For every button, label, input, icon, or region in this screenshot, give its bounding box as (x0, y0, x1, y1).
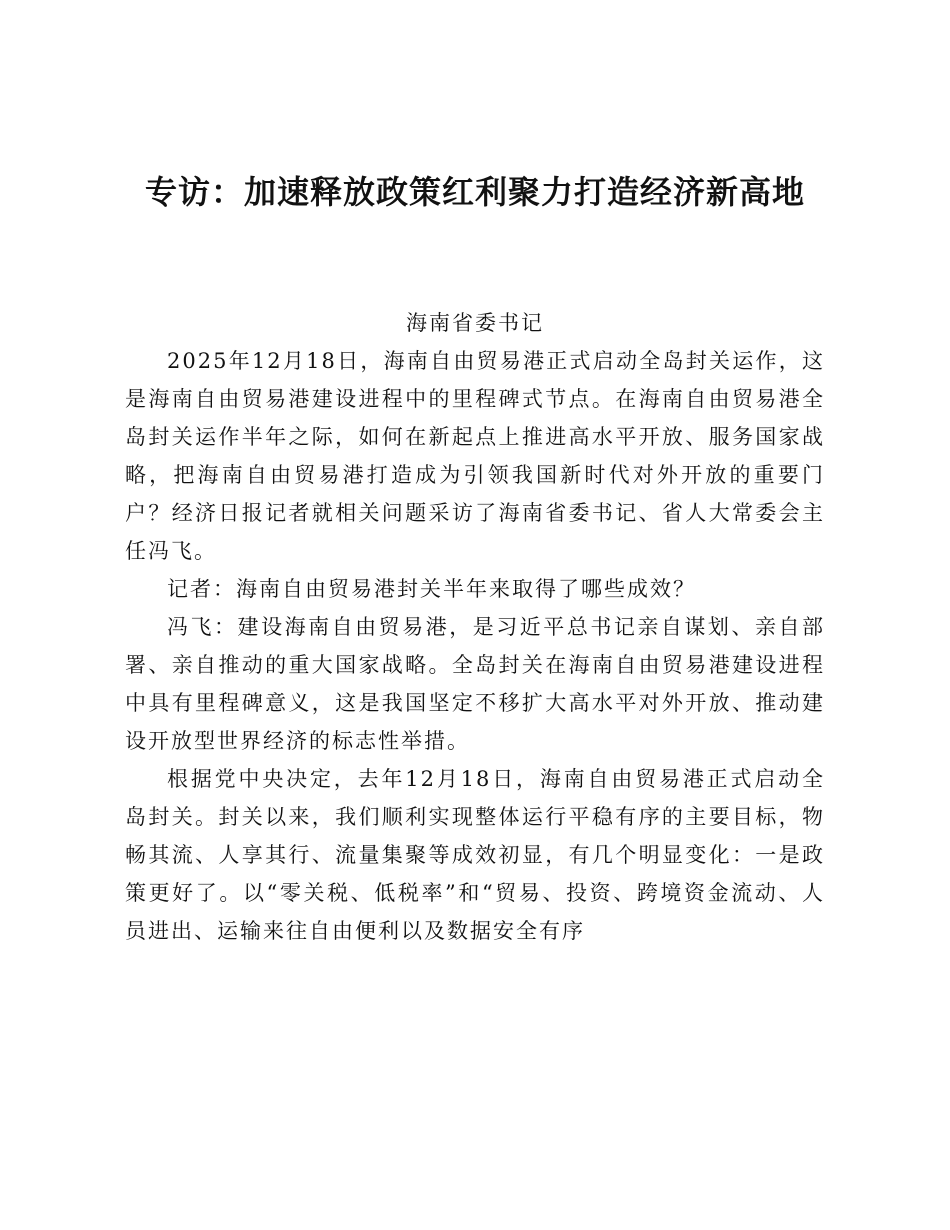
paragraph-answer: 冯飞：建设海南自由贸易港，是习近平总书记亲自谋划、亲自部署、亲自推动的重大国家战略。全岛封关在海南自由贸易港建设进程中具有里程碑意义，这是我国坚定不移扩大高水平对外开放、推动建设开放型世界经济的标志性举措。 (125, 615, 825, 753)
article-title: 专访：加速释放政策红利聚力打造经济新高地 (144, 173, 805, 211)
paragraph-question: 记者：海南自由贸易港封关半年来取得了哪些成效？ (167, 577, 696, 601)
paragraph-intro: 2025年12月18日，海南自由贸易港正式启动全岛封关运作，这是海南自由贸易港建设进程中的里程碑式节点。在海南自由贸易港全岛封关运作半年之际，如何在新起点上推进高水平开放、服务国家战略，把海南自由贸易港打造成为引领我国新时代对外开放的重要门户？经济日报记者就相关问题采访了海南省委书记、省人大常委会主任冯飞。 (125, 349, 825, 563)
article-body (125, 342, 825, 950)
paragraph-answer-continued: 根据党中央决定，去年12月18日，海南自由贸易港正式启动全岛封关。封关以来，我们顺利实现整体运行平稳有序的主要目标，物畅其流、人享其行、流量集聚等成效初显，有几个明显变化：一是政策更好了。以“零关税、低税率”和“贸易、投资、跨境资金流动、人员进出、运输来往自由便利以及数据安全有序 (125, 767, 825, 943)
author-byline: 海南省委书记 (406, 311, 544, 335)
